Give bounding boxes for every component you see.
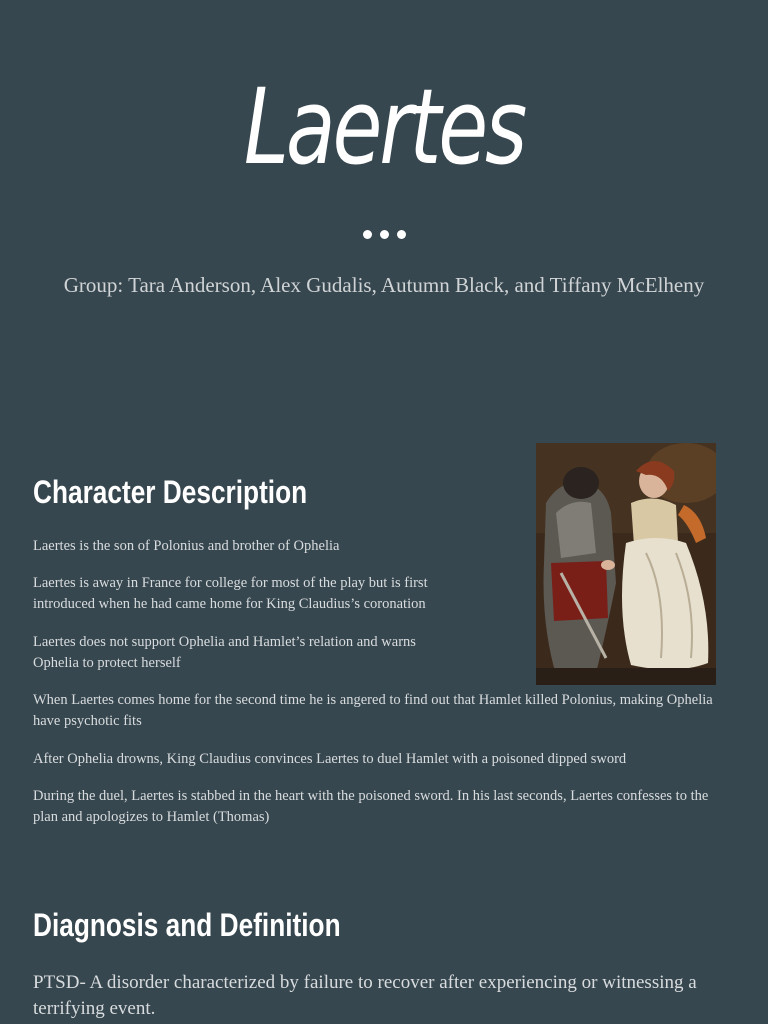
divider-dot [363, 230, 372, 239]
divider-dot [397, 230, 406, 239]
painting-image [536, 443, 716, 685]
character-description-heading: Character Description [33, 474, 308, 510]
description-paragraph: Laertes does not support Ophelia and Hamlet’s relation and warns Ophelia to protect herself [33, 634, 416, 671]
diagnosis-heading: Diagnosis and Definition [33, 907, 341, 943]
ellipsis-divider [0, 226, 768, 246]
laertes-ophelia-painting [536, 443, 716, 685]
description-paragraph: Laertes is the son of Polonius and brother of Ophelia [33, 538, 340, 554]
description-paragraph: During the duel, Laertes is stabbed in the heart with the poisoned sword. In his last seconds, Laertes confesses to the plan and apologizes to Hamlet (Thomas) [33, 788, 709, 825]
description-paragraph: Laertes is away in France for college for most of the play but is first introduced when he had came home for King Claudius’s coronation [33, 575, 428, 612]
description-paragraph: After Ophelia drowns, King Claudius convinces Laertes to duel Hamlet with a poisoned dipped sword [33, 751, 627, 767]
description-paragraph: When Laertes comes home for the second time he is angered to find out that Hamlet killed Polonius, making Ophelia have psychotic fits [33, 692, 713, 729]
ptsd-definition: PTSD- A disorder characterized by failure to recover after experiencing or witnessing a terrifying event. [33, 972, 697, 1019]
group-members: Group: Tara Anderson, Alex Gudalis, Autumn Black, and Tiffany McElheny [63, 273, 705, 297]
page-title: Laertes [243, 66, 525, 188]
divider-dot [380, 230, 389, 239]
